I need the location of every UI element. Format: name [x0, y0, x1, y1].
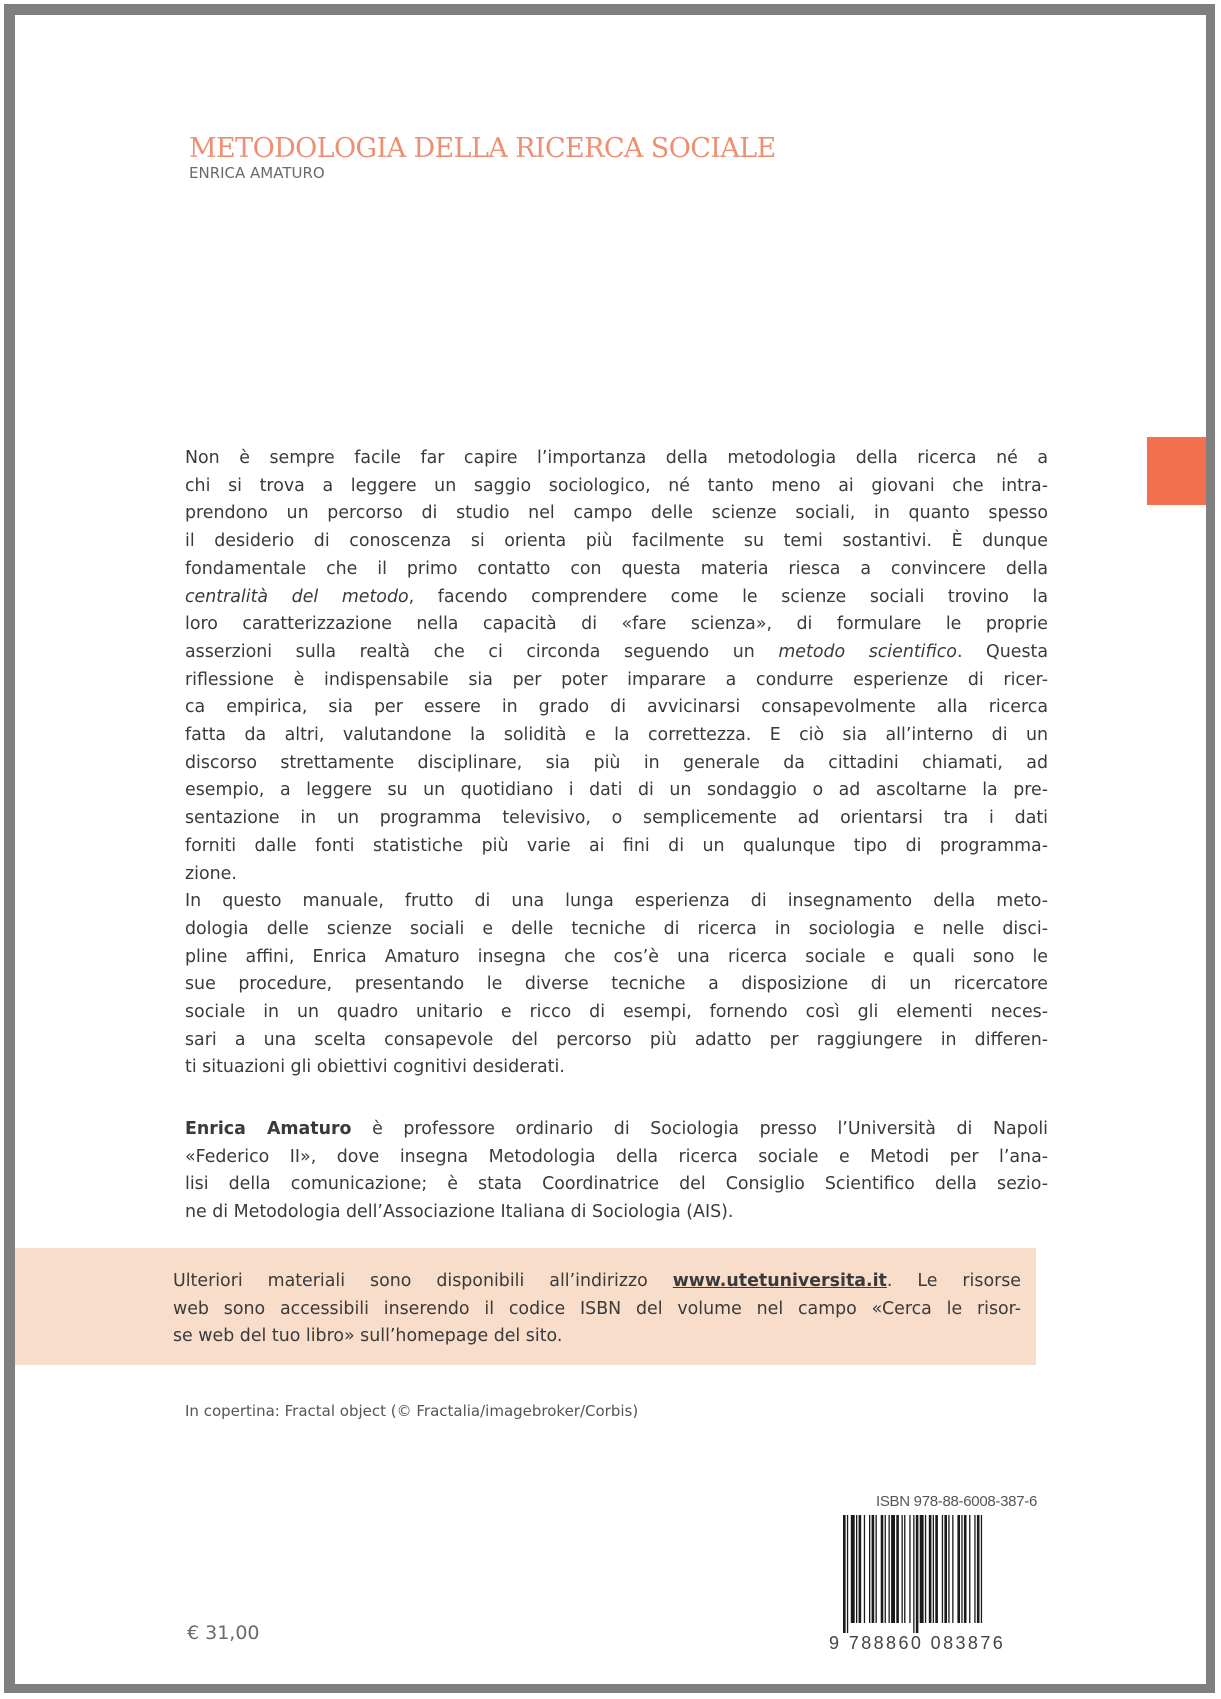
author-name: ENRICA AMATURO [189, 164, 325, 182]
italic-phrase: centralità del metodo [185, 586, 409, 607]
barcode-bar [933, 1515, 934, 1623]
barcode-icon [841, 1515, 1037, 1633]
text-line: sentazione in un programma televisivo, o semplicemente ad orientarsi tra i dati [185, 808, 1048, 829]
text-line: sue procedure, presentando le diverse tecniche a disposizione di un ricercatore [185, 974, 1048, 995]
barcode-bar [981, 1515, 982, 1623]
barcode-bar [969, 1515, 970, 1623]
text-line: sociale in un quadro unitario e ricco di esempi, fornendo così gli elementi neces- [185, 1002, 1048, 1023]
text-line: ti situazioni gli obiettivi cognitivi desiderati. [185, 1057, 565, 1078]
text-line: loro caratterizzazione nella capacità di «fare scienza», di formulare le proprie [185, 614, 1048, 635]
text-line [185, 1116, 1048, 1144]
barcode-bar [869, 1515, 870, 1623]
text-line [185, 639, 1048, 667]
text-line: lisi della comunicazione; è stata Coordinatrice del Consiglio Scientifico della sezio- [185, 1174, 1048, 1195]
text-fragment: . Le risorse [886, 1271, 1021, 1291]
barcode-bar [881, 1515, 884, 1623]
text-line: forniti dalle fonti statistiche più varie ai fini di un qualunque tipo di programma- [185, 835, 1048, 856]
barcode-bar [847, 1515, 848, 1633]
barcode-bar [929, 1515, 932, 1623]
barcode-bar [851, 1515, 855, 1623]
barcode-bar [964, 1515, 967, 1623]
text-line: dologia delle scienze sociali e delle tecniche di ricerca in sociologia e nelle disci- [185, 918, 1048, 939]
text-line: «Federico II», dove insegna Metodologia della ricerca sociale e Metodi per l’ana- [185, 1146, 1048, 1167]
barcode-bar [952, 1515, 953, 1623]
cover-credit: In copertina: Fractal object (© Fractalia/imagebroker/Corbis) [185, 1402, 639, 1420]
barcode-bar [843, 1515, 846, 1633]
text-line: pline affini, Enrica Amaturo insegna che cos’è una ricerca sociale e quali sono le [185, 946, 1048, 967]
barcode-bar [891, 1515, 895, 1623]
text-fragment: asserzioni sulla realtà che ci circonda seguendo un [185, 641, 779, 662]
text-line: ca empirica, sia per essere in grado di avvicinarsi consapevolmente alla ricerca [185, 697, 1048, 718]
barcode-bar [856, 1515, 857, 1623]
barcode-bar [942, 1515, 943, 1623]
text-line: fatta da altri, valutandone la solidità e la correttezza. E ciò sia all’interno di un [185, 725, 1048, 746]
text-line: prendono un percorso di studio nel campo delle scienze sociali, in quanto spesso [185, 503, 1048, 524]
website-link[interactable]: www.utetuniversita.it [672, 1271, 887, 1291]
author-bio [185, 1116, 1048, 1227]
isbn-label: ISBN 978-88-6008-387-6 [875, 1493, 1037, 1510]
text-fragment: . Questa [956, 641, 1048, 662]
barcode-bar [957, 1515, 960, 1623]
barcode-bar [935, 1515, 938, 1623]
cover-header [189, 133, 776, 182]
text-line [173, 1268, 1021, 1296]
barcode-bar [961, 1515, 962, 1623]
back-cover [15, 15, 1206, 1684]
text-line: esempio, a leggere su un quotidiano i dati di un sondaggio o ad ascoltarne la pre- [185, 780, 1048, 801]
text-line: In questo manuale, frutto di una lunga esperienza di insegnamento della meto- [185, 891, 1048, 912]
text-line: fondamentale che il primo contatto con questa materia riesca a convincere della [185, 558, 1048, 579]
barcode-bar [974, 1515, 975, 1623]
book-title: METODOLOGIA DELLA RICERCA SOCIALE [189, 133, 776, 164]
barcode-bar [977, 1515, 980, 1623]
description-text [185, 445, 1048, 1082]
price: € 31,00 [187, 1622, 260, 1644]
text-line: sari a una scelta consapevole del percorso più adatto per raggiungere in differen- [185, 1029, 1048, 1050]
barcode-bar [925, 1515, 926, 1623]
italic-phrase: metodo scientifico [778, 641, 957, 662]
barcode-bar [920, 1515, 924, 1623]
web-resources-text [173, 1268, 1021, 1351]
accent-bar [1147, 437, 1206, 505]
barcode-digits: 9 788860 083876 [829, 1633, 1006, 1653]
barcode-bar [864, 1515, 865, 1623]
barcode-bar [909, 1515, 910, 1623]
barcode-bar [889, 1515, 890, 1623]
text-fragment: , facendo comprendere come le scienze sociali trovino la [408, 586, 1049, 607]
text-line: web sono accessibili inserendo il codice ISBN del volume nel campo «Cerca le risor- [173, 1298, 1021, 1319]
barcode-bar [872, 1515, 875, 1623]
text-line: chi si trova a leggere un saggio sociologico, né tanto meno ai giovani che intra- [185, 475, 1048, 496]
barcode-bar [876, 1515, 877, 1623]
barcode-bar [904, 1515, 905, 1623]
text-line: zione. [185, 863, 237, 884]
barcode-bar [913, 1515, 914, 1633]
text-line: riflessione è indispensabile sia per poter imparare a condurre esperienze di ricer- [185, 669, 1048, 690]
text-line: Non è sempre facile far capire l’importanza della metodologia della ricerca né a [185, 448, 1048, 468]
text-line: se web del tuo libro» sull’homepage del sito. [173, 1326, 563, 1347]
web-resources-panel [15, 1248, 1036, 1365]
barcode-bar [859, 1515, 862, 1623]
text-fragment: è professore ordinario di Sociologia presso l’Università di Napoli [351, 1119, 1048, 1139]
barcode-bar [896, 1515, 899, 1623]
text-line [185, 584, 1048, 612]
barcode-bar [948, 1515, 949, 1623]
text-line: ne di Metodologia dell’Associazione Italiana di Sociologia (AIS). [185, 1202, 734, 1223]
barcode-bar [944, 1515, 947, 1623]
bio-author-name: Enrica Amaturo [185, 1119, 352, 1139]
text-line: il desiderio di conoscenza si orienta più facilmente su temi sostantivi. È dunque [185, 531, 1048, 552]
barcode-bar [902, 1515, 903, 1623]
text-fragment: Ulteriori materiali sono disponibili all’indirizzo [173, 1271, 673, 1291]
text-line: discorso strettamente disciplinare, sia più in generale da cittadini chiamati, ad [185, 752, 1048, 773]
barcode-bar [885, 1515, 886, 1623]
barcode-bar [916, 1515, 919, 1633]
